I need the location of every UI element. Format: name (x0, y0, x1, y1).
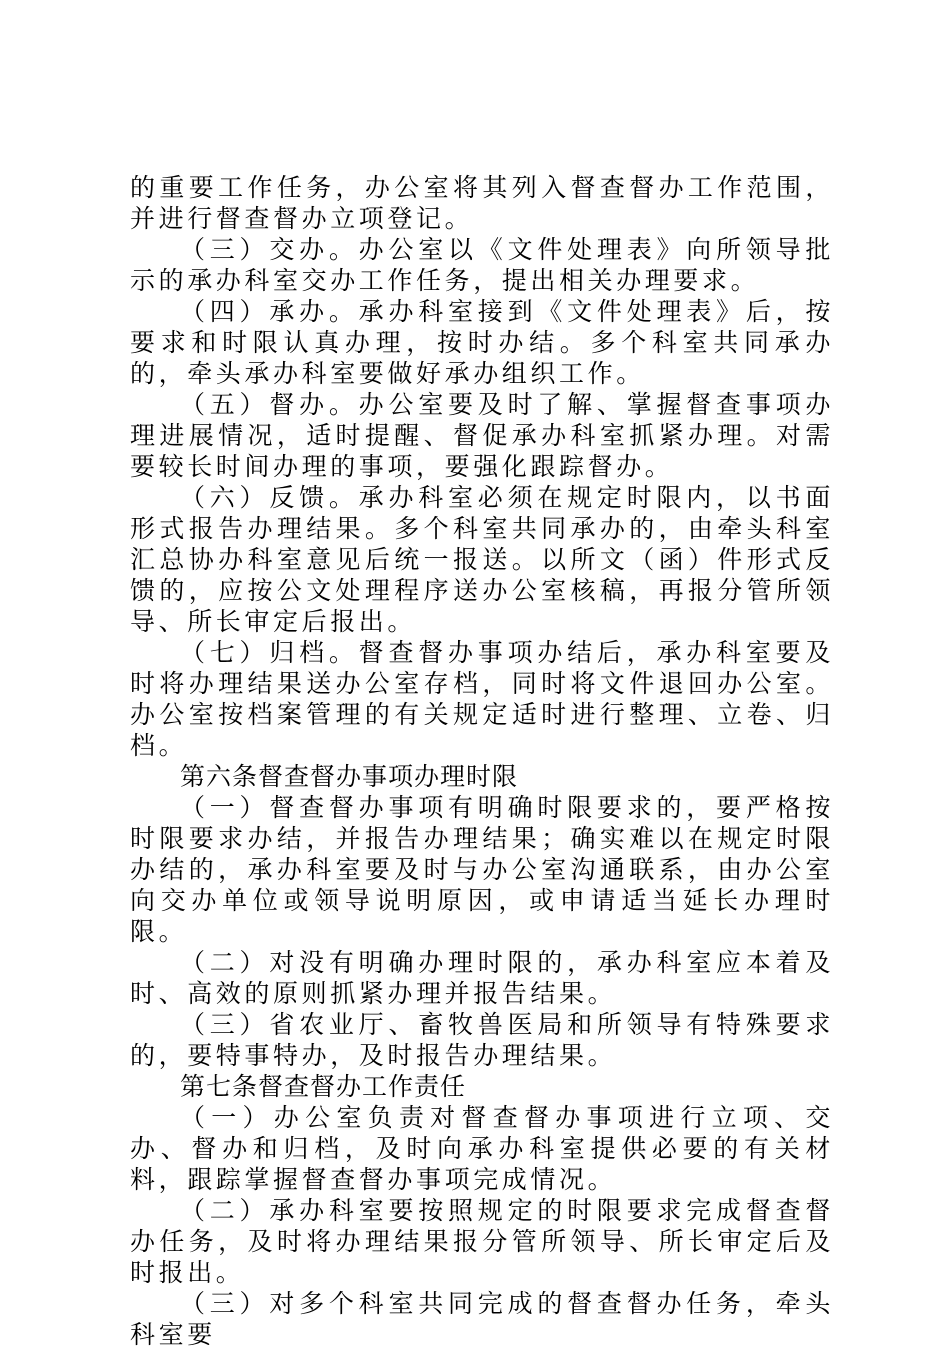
paragraph-article-7-item-1: （一）办公室负责对督查督办事项进行立项、交办、督办和归档，及时向承办科室提供必要的有关材料，跟踪掌握督查督办事项完成情况。 (130, 1103, 834, 1194)
paragraph-article-7-item-3: （三）对多个科室共同完成的督查督办任务，牵头科室要 (130, 1289, 834, 1349)
paragraph-article-7-item-2: （二）承办科室要按照规定的时限要求完成督查督办任务，及时将办理结果报分管所领导、所长审定后及时报出。 (130, 1196, 834, 1287)
paragraph-article-6-item-3: （三）省农业厅、畜牧兽医局和所领导有特殊要求的，要特事特办，及时报告办理结果。 (130, 1010, 834, 1070)
paragraph-item-chengban: （四）承办。承办科室接到《文件处理表》后，按要求和时限认真办理，按时办结。多个科室共同承办的，牵头承办科室要做好承办组织工作。 (130, 297, 834, 388)
section-heading-article-6: 第六条督查督办事项办理时限 (180, 762, 519, 791)
section-heading-article-7: 第七条督查督办工作责任 (180, 1072, 467, 1101)
paragraph-intro-continuation: 的重要工作任务，办公室将其列入督查督办工作范围，并进行督查督办立项登记。 (130, 173, 834, 233)
paragraph-article-6-item-1: （一）督查督办事项有明确时限要求的，要严格按时限要求办结，并报告办理结果；确实难以在规定时限办结的，承办科室要及时与办公室沟通联系，由办公室向交办单位或领导说明原因，或申请适当延长办理时限。 (130, 793, 834, 946)
paragraph-item-guidang: （七）归档。督查督办事项办结后，承办科室要及时将办理结果送办公室存档，同时将文件退回办公室。办公室按档案管理的有关规定适时进行整理、立卷、归档。 (130, 638, 834, 760)
paragraph-item-duban: （五）督办。办公室要及时了解、掌握督查事项办理进展情况，适时提醒、督促承办科室抓紧办理。对需要较长时间办理的事项，要强化跟踪督办。 (130, 390, 834, 481)
paragraph-item-jiaoban: （三）交办。办公室以《文件处理表》向所领导批示的承办科室交办工作任务，提出相关办理要求。 (130, 235, 834, 295)
paragraph-article-6-item-2: （二）对没有明确办理时限的，承办科室应本着及时、高效的原则抓紧办理并报告结果。 (130, 948, 834, 1008)
document-page (130, 172, 834, 1350)
paragraph-item-fankui: （六）反馈。承办科室必须在规定时限内，以书面形式报告办理结果。多个科室共同承办的，由牵头科室汇总协办科室意见后统一报送。以所文（函）件形式反馈的，应按公文处理程序送办公室核稿，再报分管所领导、所长审定后报出。 (130, 483, 834, 636)
